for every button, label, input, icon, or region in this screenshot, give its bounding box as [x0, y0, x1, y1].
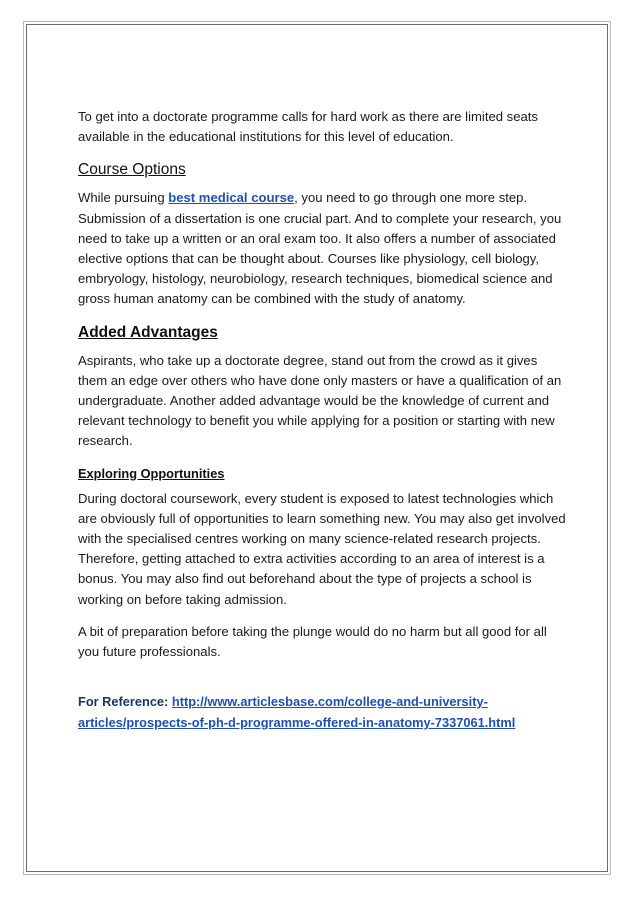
reference-url-link[interactable]: http://www.articlesbase.com/college-and-university-articles/prospects-of-ph-d-programme-offered-in-anatomy-7337061.html	[78, 694, 516, 731]
exploring-opportunities-heading: Exploring Opportunities	[78, 465, 225, 481]
course-options-section	[78, 159, 568, 309]
best-medical-course-link[interactable]: best medical course	[168, 190, 295, 206]
course-options-heading: Course Options	[78, 161, 186, 179]
reference-line	[78, 691, 568, 733]
course-options-text-before-link: While pursuing	[78, 190, 169, 206]
reference-label: For Reference:	[78, 694, 172, 710]
document-body	[78, 107, 568, 733]
added-advantages-paragraph: Aspirants, who take up a doctorate degree, stand out from the crowd as it gives them an edge over others who have done only masters or have a qualification of an undergraduate. Another added advantage would be the knowledge of current and relevant technology to benefit you while applying for a position or starting with new research.	[78, 352, 562, 449]
intro-paragraph: To get into a doctorate programme calls for hard work as there are limited seats available in the educational institutions for this level of education.	[78, 109, 538, 145]
exploring-opportunities-paragraph: During doctoral coursework, every student is exposed to latest technologies which are obviously full of opportunities to learn something new. You may also get involved with the specialised centres working on many science-related research projects. Therefore, getting attached to extra activities according to an area of interest is a bonus. You may also find out beforehand about the type of projects a school is working on before taking admission.	[78, 490, 566, 607]
closing-paragraph: A bit of preparation before taking the plunge would do no harm but all good for all you future professionals.	[78, 623, 547, 660]
exploring-opportunities-section	[78, 464, 568, 610]
added-advantages-section	[78, 322, 568, 452]
added-advantages-heading: Added Advantages	[78, 323, 218, 341]
course-options-paragraph	[78, 188, 568, 309]
course-options-text-after-link: , you need to go through one more step. Submission of a dissertation is one crucial part. And to complete your research, you need to take up a written or an oral exam too. It also offers a number of associated elective options that can be thought about. Courses like physiology, cell biology, embryology, histology, neurobiology, research techniques, biomedical science and gross human anatomy can be combined with the study of anatomy.	[78, 190, 562, 307]
